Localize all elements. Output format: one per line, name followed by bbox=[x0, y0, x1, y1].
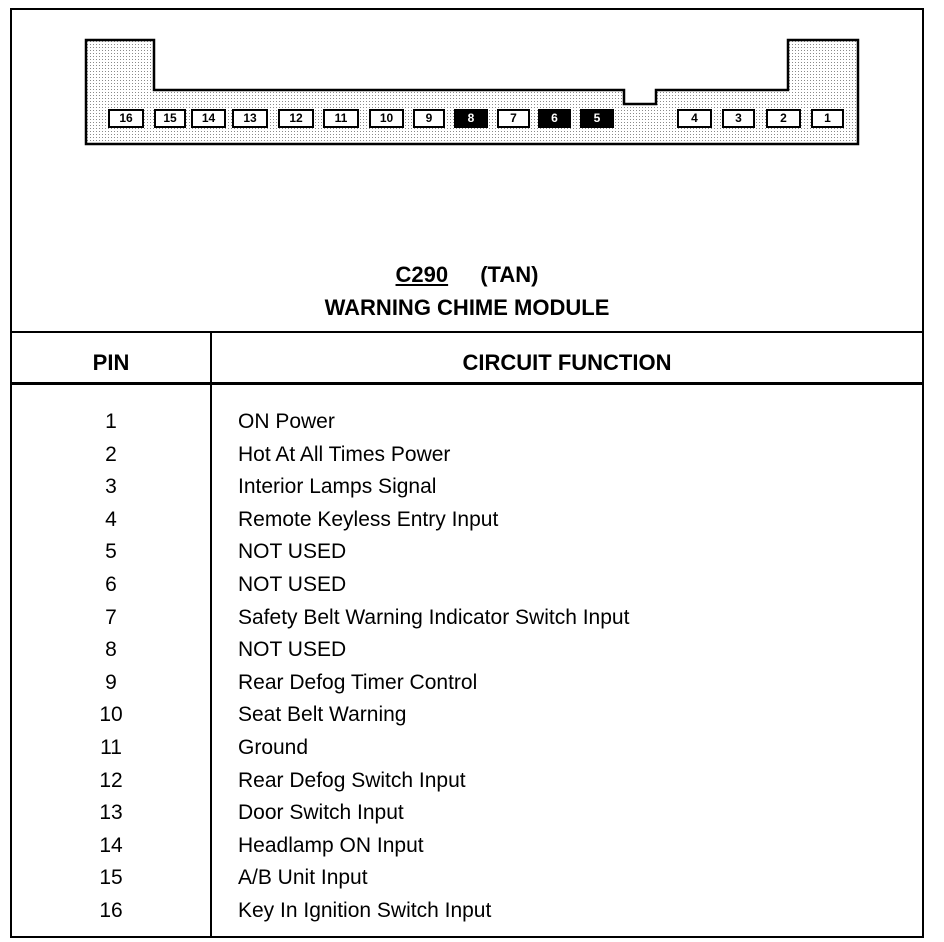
connector-title bbox=[12, 262, 922, 288]
circuit-function: Seat Belt Warning bbox=[238, 703, 407, 727]
connector-pin-5: 5 bbox=[580, 109, 614, 128]
connector-chart-frame bbox=[10, 8, 924, 938]
connector-pin-8: 8 bbox=[454, 109, 488, 128]
connector-pin-3: 3 bbox=[722, 109, 755, 128]
connector-code: C290 bbox=[395, 262, 449, 287]
table-row bbox=[12, 606, 922, 638]
table-row bbox=[12, 801, 922, 833]
table-row bbox=[12, 573, 922, 605]
connector-pin-11: 11 bbox=[323, 109, 359, 128]
pin-number: 15 bbox=[99, 866, 123, 890]
table-row bbox=[12, 475, 922, 507]
pin-number: 9 bbox=[105, 670, 117, 694]
circuit-function: Safety Belt Warning Indicator Switch Input bbox=[238, 605, 630, 629]
header-pin: PIN bbox=[92, 350, 130, 375]
connector-pin-14: 14 bbox=[191, 109, 226, 128]
pin-number: 5 bbox=[105, 540, 117, 564]
circuit-function: Rear Defog Timer Control bbox=[238, 670, 478, 694]
circuit-function: Door Switch Input bbox=[238, 801, 404, 825]
connector-pin-16: 16 bbox=[108, 109, 144, 128]
circuit-function: Rear Defog Switch Input bbox=[238, 768, 466, 792]
circuit-function: A/B Unit Input bbox=[238, 866, 368, 890]
pin-number: 7 bbox=[105, 605, 117, 629]
connector-pin-10: 10 bbox=[369, 109, 404, 128]
pin-number: 10 bbox=[99, 703, 123, 727]
connector-pin-1: 1 bbox=[811, 109, 844, 128]
connector-pin-6: 6 bbox=[538, 109, 571, 128]
pin-number: 13 bbox=[99, 801, 123, 825]
circuit-function: NOT USED bbox=[238, 540, 347, 564]
table-row bbox=[12, 410, 922, 442]
circuit-function: Interior Lamps Signal bbox=[238, 475, 437, 499]
table-row bbox=[12, 443, 922, 475]
circuit-function: Remote Keyless Entry Input bbox=[238, 507, 499, 531]
circuit-function: Key In Ignition Switch Input bbox=[238, 899, 492, 922]
circuit-function: ON Power bbox=[238, 410, 335, 433]
pin-number: 1 bbox=[105, 410, 117, 433]
pin-number: 14 bbox=[99, 833, 123, 857]
table-top-rule bbox=[12, 331, 922, 333]
pin-number: 2 bbox=[105, 442, 117, 466]
header-bottom-rule bbox=[12, 382, 922, 385]
table-row bbox=[12, 703, 922, 735]
connector-pin-13: 13 bbox=[232, 109, 268, 128]
connector-pin-15: 15 bbox=[154, 109, 186, 128]
header-circuit-function: CIRCUIT FUNCTION bbox=[462, 350, 672, 375]
module-name: WARNING CHIME MODULE bbox=[324, 295, 610, 320]
circuit-function: NOT USED bbox=[238, 638, 347, 662]
table-row bbox=[12, 834, 922, 866]
circuit-function: NOT USED bbox=[238, 573, 347, 596]
connector-pin-4: 4 bbox=[677, 109, 712, 128]
pin-number: 8 bbox=[105, 638, 117, 662]
table-row bbox=[12, 540, 922, 572]
table-row bbox=[12, 671, 922, 703]
connector-pin-12: 12 bbox=[278, 109, 314, 128]
pin-number: 11 bbox=[100, 736, 122, 759]
pin-number: 12 bbox=[99, 768, 123, 792]
connector-housing-outline bbox=[84, 38, 870, 152]
pin-number: 4 bbox=[105, 507, 117, 531]
circuit-function: Ground bbox=[238, 736, 309, 759]
table-row bbox=[12, 769, 922, 801]
connector-face-diagram bbox=[84, 38, 870, 152]
circuit-function: Headlamp ON Input bbox=[238, 833, 424, 857]
connector-pin-2: 2 bbox=[766, 109, 801, 128]
table-row bbox=[12, 866, 922, 898]
connector-pin-9: 9 bbox=[413, 109, 445, 128]
table-row bbox=[12, 508, 922, 540]
connector-pin-7: 7 bbox=[497, 109, 530, 128]
pin-number: 6 bbox=[105, 573, 117, 596]
table-row bbox=[12, 638, 922, 670]
pin-number: 16 bbox=[99, 899, 123, 922]
table-row bbox=[12, 899, 922, 931]
circuit-function: Hot At All Times Power bbox=[238, 442, 451, 466]
connector-color: (TAN) bbox=[480, 262, 539, 287]
table-row bbox=[12, 736, 922, 768]
pin-number: 3 bbox=[105, 475, 117, 499]
